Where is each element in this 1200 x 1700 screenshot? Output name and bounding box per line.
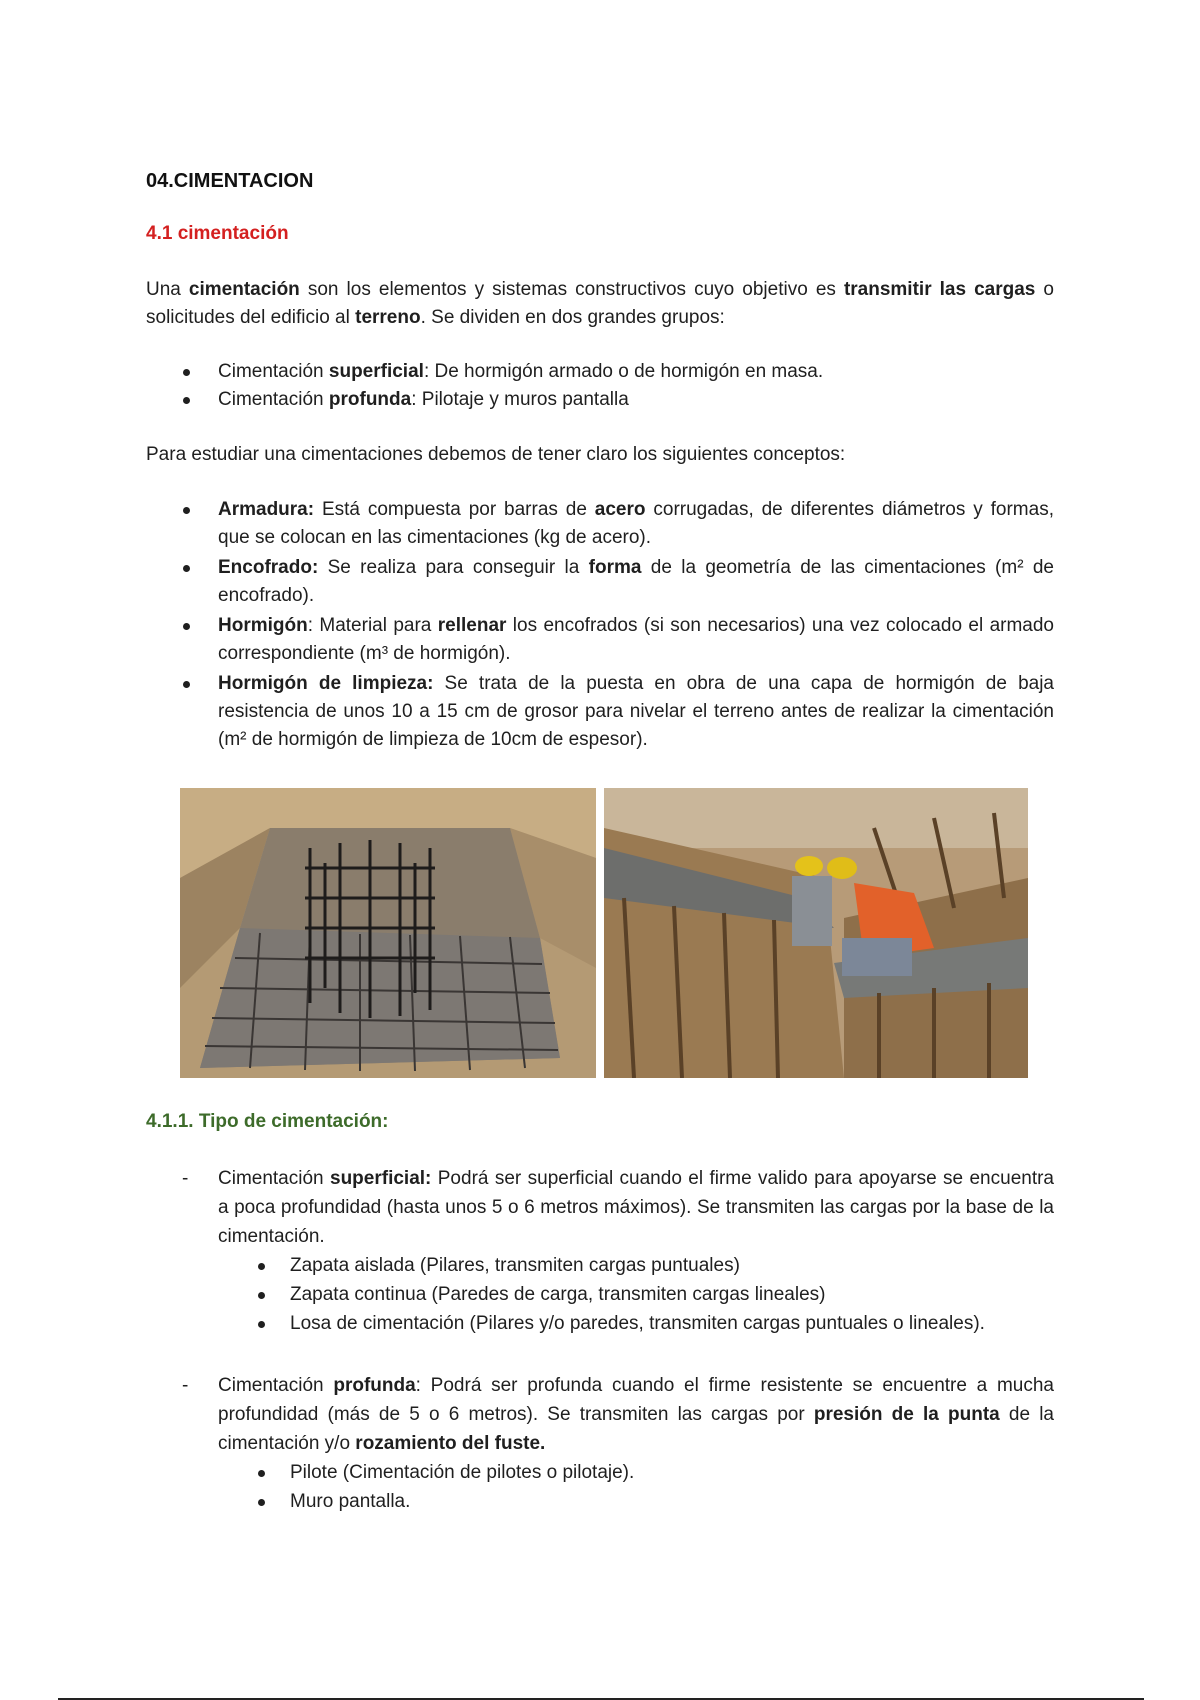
rebar-excavation-photo	[180, 788, 596, 1078]
list-item: Hormigón de limpieza: Se trata de la puesta en obra de una capa de hormigón de baja resistencia de unos 10 a 15 cm de grosor para nivelar el terreno antes de realizar la cimentación (m² de hormigón de limpieza de 10cm de espesor).	[218, 670, 1054, 754]
list-item: Pilote (Cimentación de pilotes o pilotaje).	[218, 1458, 1054, 1487]
list-item: Cimentación superficial: De hormigón armado o de hormigón en masa.	[218, 358, 1054, 386]
bullet-icon	[183, 397, 190, 404]
profunda-description: Cimentación profunda: Podrá ser profunda cuando el firme resistente se encuentre a mucha profundidad (más de 5 o 6 metros). Se transmiten las cargas por presión de la punta de la cimentación y/o rozamiento del fuste.	[218, 1375, 1054, 1454]
list-item: Losa de cimentación (Pilares y/o paredes, transmiten cargas puntuales o lineales).	[218, 1309, 1054, 1338]
bullet-icon	[183, 369, 190, 376]
profunda-subtypes-list	[218, 1458, 1054, 1516]
superficial-type-block	[182, 1164, 1054, 1338]
bullet-icon	[258, 1292, 265, 1299]
list-item: Armadura: Está compuesta por barras de acero corrugadas, de diferentes diámetros y formas, que se colocan en las cimentaciones (kg de acero).	[218, 496, 1054, 552]
concepts-intro-paragraph: Para estudiar una cimentaciones debemos de tener claro los siguientes conceptos:	[146, 444, 846, 465]
formwork-workers-photo	[604, 788, 1028, 1078]
bullet-icon	[183, 507, 190, 514]
bullet-icon	[258, 1470, 265, 1477]
superficial-subtypes-list	[218, 1251, 1054, 1338]
bullet-icon	[183, 623, 190, 630]
section-heading-4-1-1: 4.1.1. Tipo de cimentación:	[146, 1111, 389, 1132]
list-item: Hormigón: Material para rellenar los encofrados (si son necesarios) una vez colocado el armado correspondiente (m³ de hormigón).	[218, 612, 1054, 668]
bullet-icon	[183, 681, 190, 688]
list-item: Muro pantalla.	[218, 1487, 1054, 1516]
section-heading-4-1: 4.1 cimentación	[146, 223, 289, 244]
list-item: Encofrado: Se realiza para conseguir la forma de la geometría de las cimentaciones (m² de encofrado).	[218, 554, 1054, 610]
bullet-icon	[258, 1263, 265, 1270]
superficial-description: Cimentación superficial: Podrá ser superficial cuando el firme valido para apoyarse se encuentra a poca profundidad (hasta unos 5 o 6 metros máximos). Se transmiten las cargas por la base de la cimentación.	[218, 1168, 1054, 1247]
dash-marker: -	[182, 1375, 189, 1396]
bullet-icon	[183, 565, 190, 572]
concepts-list	[218, 496, 1054, 756]
document-title: 04.CIMENTACION	[146, 170, 314, 192]
foundation-groups-list	[218, 358, 1054, 414]
bullet-icon	[258, 1321, 265, 1328]
dash-marker: -	[182, 1168, 189, 1189]
bullet-icon	[258, 1499, 265, 1506]
list-item: Cimentación profunda: Pilotaje y muros pantalla	[218, 386, 1054, 414]
list-item: Zapata aislada (Pilares, transmiten cargas puntuales)	[218, 1251, 1054, 1280]
list-item: Zapata continua (Paredes de carga, transmiten cargas lineales)	[218, 1280, 1054, 1309]
intro-paragraph: Una cimentación son los elementos y sistemas constructivos cuyo objetivo es transmitir las cargas o solicitudes del edificio al terreno. Se dividen en dos grandes grupos:	[146, 279, 1054, 328]
profunda-type-block	[182, 1371, 1054, 1516]
